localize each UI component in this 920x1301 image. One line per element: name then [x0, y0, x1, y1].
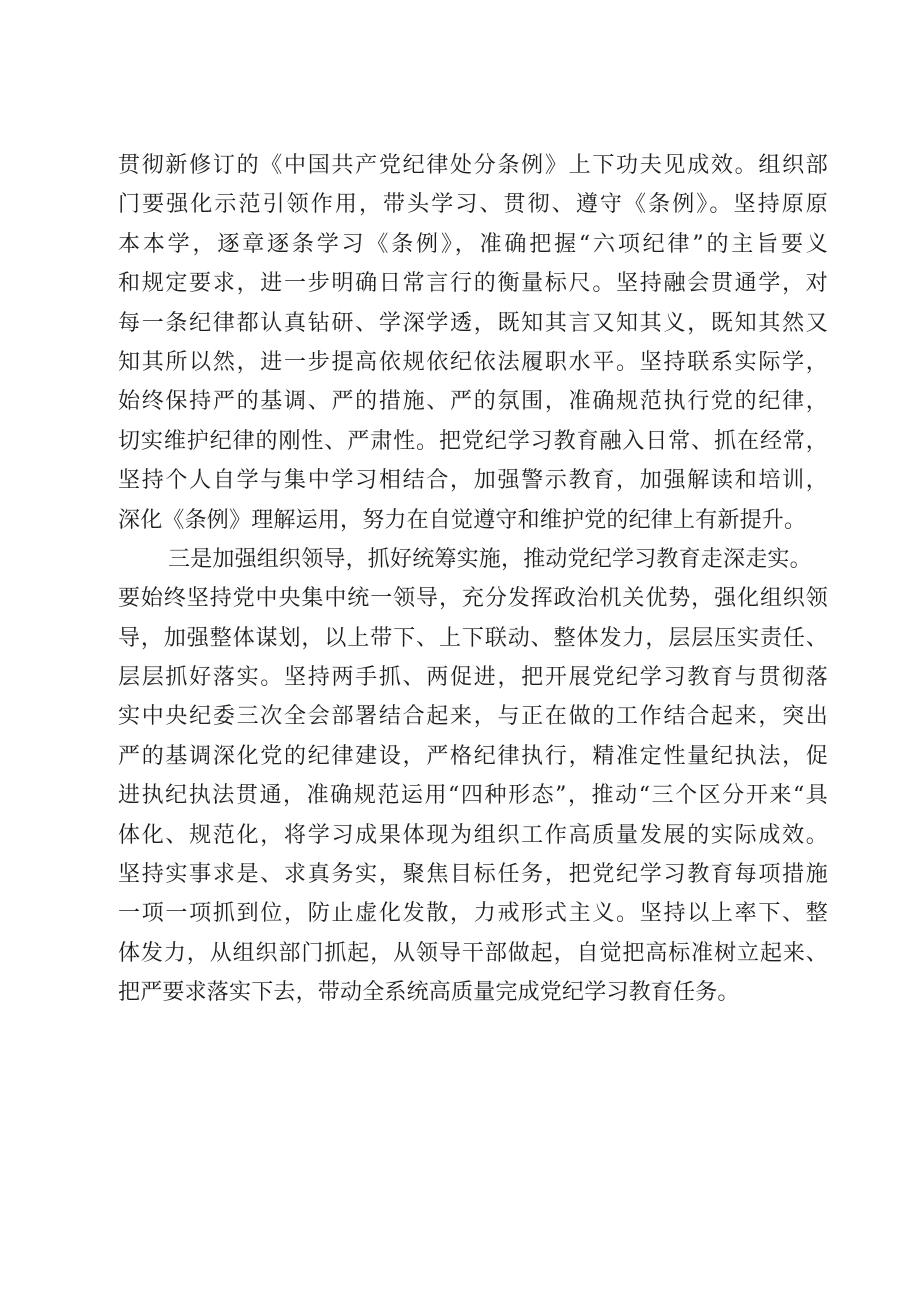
paragraph-1-line: 始终保持严的基调、严的措施、严的氛围，准确规范执行党的纪律， — [118, 389, 828, 415]
paragraph-1-line: 门要强化示范引领作用，带头学习、贯彻、遵守《条例》。坚持原原 — [118, 192, 828, 218]
paragraph-2-line: 层层抓好落实。坚持两手抓、两促进，把开展党纪学习教育与贯彻落 — [118, 665, 828, 691]
paragraph-1-line: 贯彻新修订的《中国共产党纪律处分条例》上下功夫见成效。组织部 — [118, 153, 828, 178]
paragraph-2-line: 体化、规范化，将学习成果体现为组织工作高质量发展的实际成效。 — [118, 822, 828, 848]
paragraph-1-line: 每一条纪律都认真钻研、学深学透，既知其言又知其义，既知其然又 — [118, 310, 828, 336]
paragraph-2-line: 导，加强整体谋划，以上带下、上下联动、整体发力，层层压实责任、 — [118, 625, 828, 651]
paragraph-1-line: 切实维护纪律的刚性、严肃性。把党纪学习教育融入日常、抓在经常， — [118, 428, 828, 454]
paragraph-2-line: 把严要求落实下去，带动全系统高质量完成党纪学习教育任务。 — [118, 980, 740, 1006]
paragraph-2-line: 进执纪执法贯通，准确规范运用“四种形态”，推动“三个区分开来“具 — [118, 783, 828, 809]
paragraph-2-line: 实中央纪委三次全会部署结合起来，与正在做的工作结合起来，突出 — [118, 704, 828, 730]
paragraph-1-line: 知其所以然，进一步提高依规依纪依法履职水平。坚持联系实际学， — [118, 349, 828, 375]
paragraph-2-line: 一项一项抓到位，防止虚化发散，力戒形式主义。坚持以上率下、整 — [118, 901, 828, 927]
paragraph-2-line: 体发力，从组织部门抓起，从领导干部做起，自觉把高标准树立起来、 — [118, 940, 828, 966]
paragraph-2-line: 严的基调深化党的纪律建设，严格纪律执行，精准定性量纪执法，促 — [118, 743, 828, 769]
paragraph-1 — [118, 146, 828, 540]
paragraph-2-line: 三是加强组织领导，抓好统筹实施，推动党纪学习教育走深走实。 — [168, 546, 812, 572]
paragraph-1-line: 坚持个人自学与集中学习相结合，加强警示教育，加强解读和培训， — [118, 468, 828, 494]
paragraph-1-line: 和规定要求，进一步明确日常言行的衡量标尺。坚持融会贯通学，对 — [118, 271, 828, 297]
paragraph-2 — [118, 540, 828, 1013]
paragraph-1-line: 深化《条例》理解运用，努力在自觉遵守和维护党的纪律上有新提升。 — [118, 507, 807, 533]
paragraph-2-line: 坚持实事求是、求真务实，聚焦目标任务，把党纪学习教育每项措施 — [118, 862, 828, 888]
paragraph-2-line: 要始终坚持党中央集中统一领导，充分发挥政治机关优势，强化组织领 — [118, 586, 828, 612]
paragraph-1-line: 本本学，逐章逐条学习《条例》，准确把握“六项纪律”的主旨要义 — [118, 231, 828, 257]
document-body — [118, 146, 828, 1013]
